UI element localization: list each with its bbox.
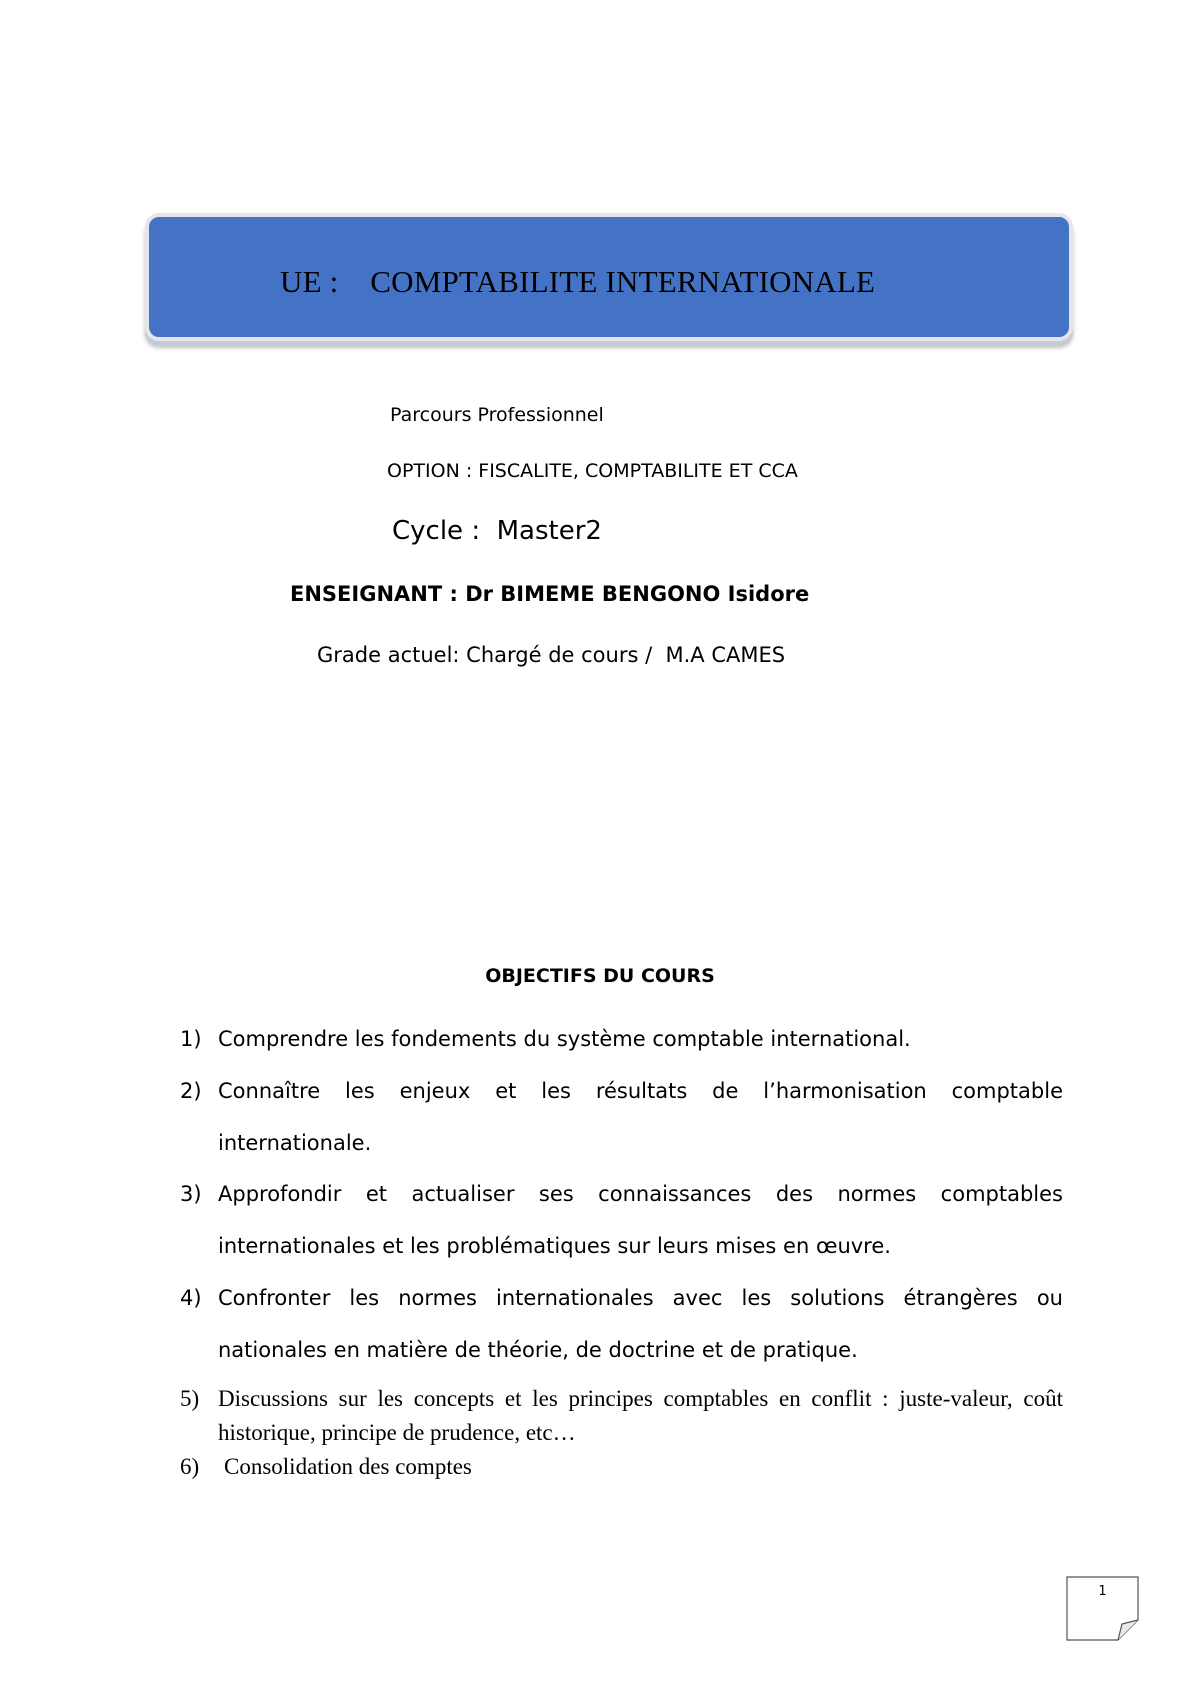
objective-item	[180, 1450, 1063, 1484]
page-number-box	[1066, 1576, 1139, 1641]
objective-text: Comprendre les fondements du système comptable international.	[218, 1027, 911, 1051]
objective-text: Confronter les normes internationales avec les solutions étrangères ou nationales en matière de théorie, de doctrine et de pratique.	[218, 1286, 1063, 1362]
objective-number: 2)	[180, 1079, 202, 1103]
cycle-label: Cycle : Master2	[392, 516, 602, 546]
objective-item	[180, 1065, 1063, 1169]
objective-text: Connaître les enjeux et les résultats de l’harmonisation comptable internationale.	[218, 1079, 1063, 1155]
objective-number: 1)	[180, 1027, 202, 1051]
option-label: OPTION : FISCALITE, COMPTABILITE ET CCA	[387, 460, 798, 482]
objective-item	[180, 1013, 1063, 1065]
objective-number: 4)	[180, 1286, 202, 1310]
teacher-label: ENSEIGNANT : Dr BIMEME BENGONO Isidore	[290, 582, 810, 606]
objective-item	[180, 1382, 1063, 1450]
objective-text: Approfondir et actualiser ses connaissances des normes comptables internationales et les problématiques sur leurs mises en œuvre.	[218, 1182, 1063, 1258]
course-title: UE : COMPTABILITE INTERNATIONALE	[280, 264, 876, 299]
page-number: 1	[1098, 1584, 1107, 1599]
objective-number: 5)	[180, 1386, 200, 1411]
objective-text: Consolidation des comptes	[224, 1454, 472, 1479]
objective-text: Discussions sur les concepts et les principes comptables en conflit : juste-valeur, coût historique, principe de prudence, etc…	[218, 1386, 1063, 1445]
objective-number: 6)	[180, 1454, 200, 1479]
grade-label: Grade actuel: Chargé de cours / M.A CAMES	[317, 643, 786, 667]
objective-number: 3)	[180, 1182, 202, 1206]
objective-item	[180, 1272, 1063, 1376]
parcours-label: Parcours Professionnel	[390, 404, 604, 426]
objective-item	[180, 1168, 1063, 1272]
objectives-heading: OBJECTIFS DU COURS	[485, 965, 715, 987]
